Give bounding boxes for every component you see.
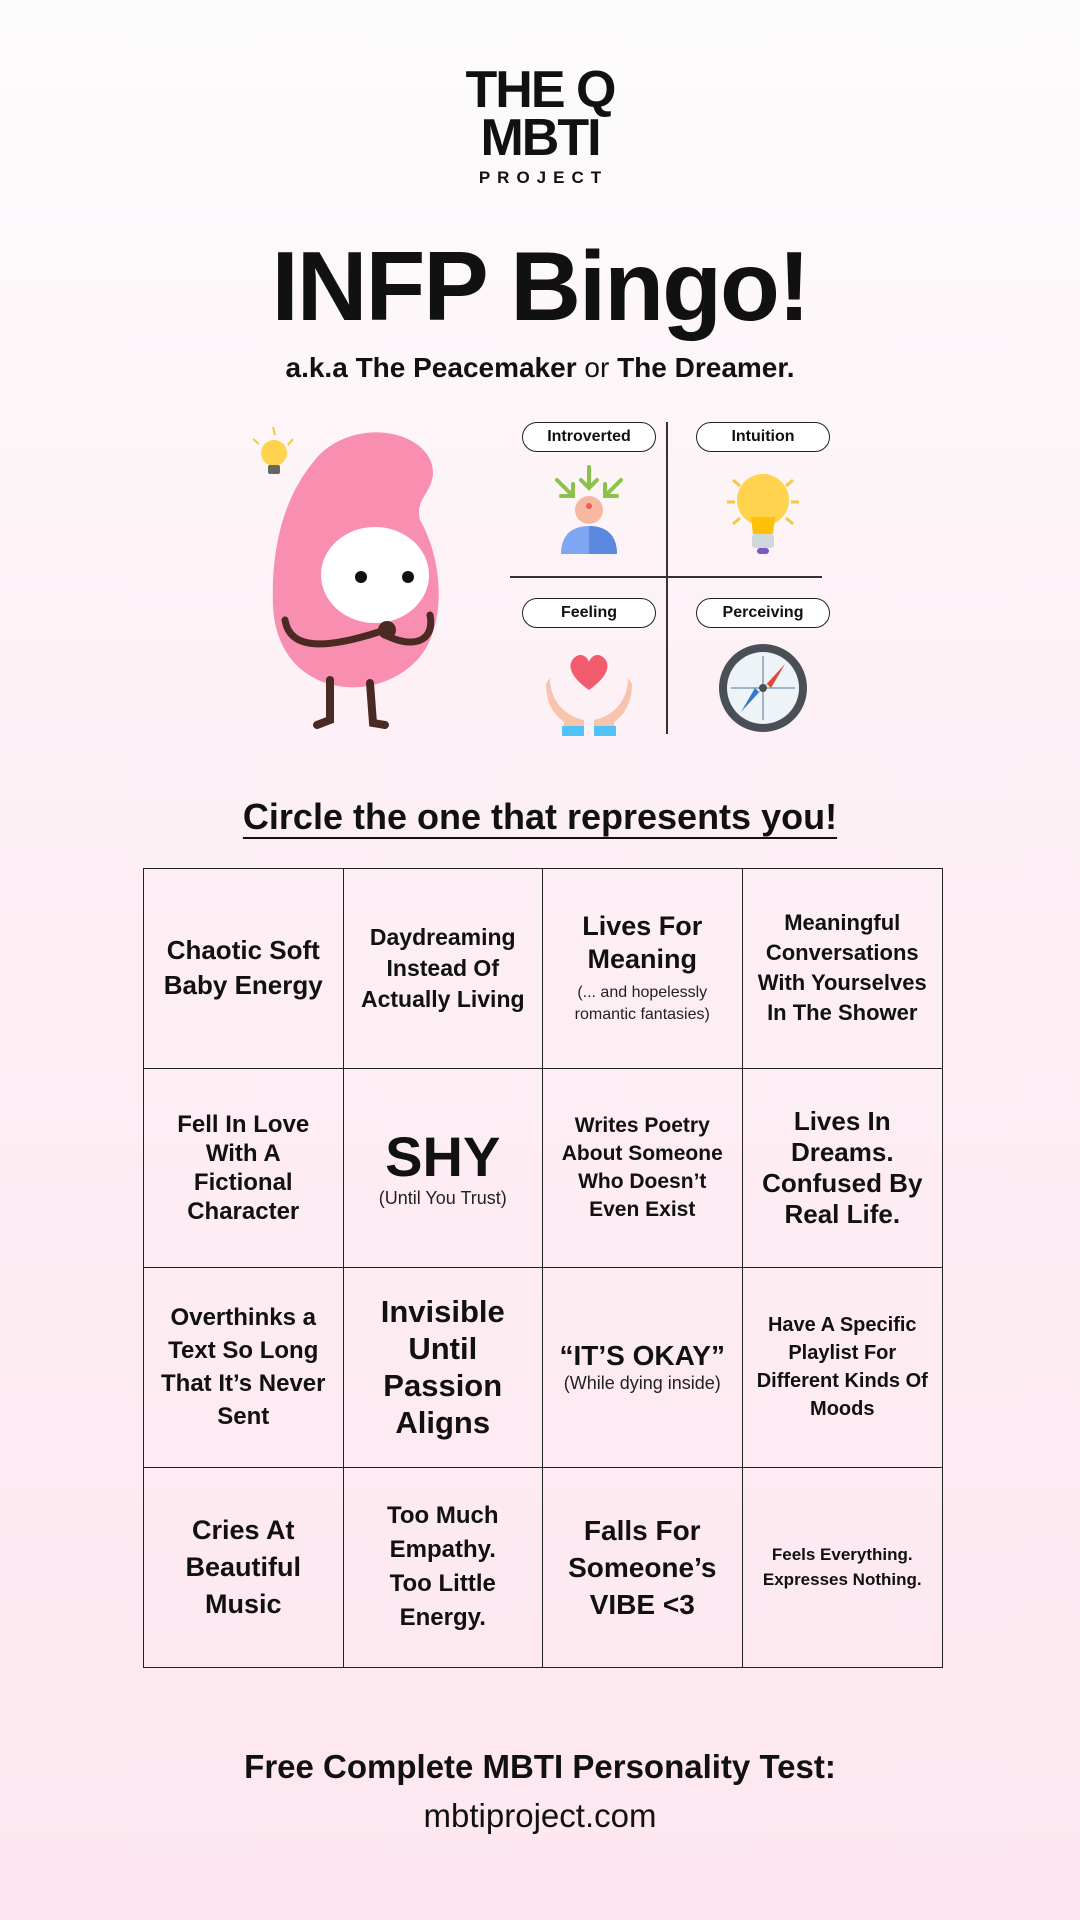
- page-subtitle: [0, 352, 1080, 384]
- bingo-cell[interactable]: [144, 869, 344, 1069]
- bingo-cell[interactable]: [543, 1268, 743, 1468]
- bingo-cell-subtext: (While dying inside): [563, 1373, 721, 1394]
- bingo-cell-text: Chaotic Soft Baby Energy: [163, 935, 323, 1001]
- bingo-cell[interactable]: [543, 869, 743, 1069]
- bingo-cell-text: Too Much Empathy. Too Little Energy.: [386, 1502, 499, 1632]
- bingo-cell-text: Lives In Dreams. Confused By Real Life.: [762, 1105, 923, 1229]
- bingo-cell-text: “IT’S OKAY”: [559, 1340, 725, 1372]
- bingo-cell[interactable]: [144, 1268, 344, 1468]
- bingo-cell[interactable]: [344, 1468, 544, 1668]
- bingo-cell-text: SHY: [385, 1124, 501, 1188]
- bingo-cell-text: Lives For Meaning: [582, 911, 703, 975]
- quadrant-divider-horizontal: [510, 576, 822, 578]
- bingo-cell[interactable]: [743, 1268, 943, 1468]
- footer-url-link[interactable]: mbtiproject.com: [423, 1797, 657, 1834]
- bingo-cell-subtext: (... and hopelessly romantic fantasies): [574, 984, 710, 1024]
- brand-logo: [0, 61, 1080, 188]
- subtitle-prefix: a.k.a: [285, 352, 348, 383]
- mascot-eye-left: [355, 571, 367, 583]
- bingo-grid: [143, 868, 943, 1668]
- subtitle-joiner: or: [584, 352, 610, 383]
- trait-label: Feeling: [522, 598, 656, 628]
- bingo-cell[interactable]: [543, 1069, 743, 1269]
- bingo-cell-text: Meaningful Conversations With Yourselves In The Shower: [757, 910, 927, 1026]
- instruction-text: Circle the one that represents you!: [242, 796, 838, 837]
- introvert-person-icon: [549, 462, 629, 562]
- bingo-cell[interactable]: [743, 869, 943, 1069]
- subtitle-name-2: The Dreamer.: [617, 352, 795, 383]
- bingo-cell[interactable]: [344, 1268, 544, 1468]
- trait-introverted: [522, 422, 656, 562]
- trait-quadrants: [510, 420, 822, 735]
- trait-label: Perceiving: [696, 598, 830, 628]
- bingo-cell[interactable]: [144, 1069, 344, 1269]
- bingo-cell-text: Fell In Love With A Fictional Character: [177, 1110, 310, 1225]
- quadrant-divider-vertical: [666, 422, 668, 734]
- page-title: INFP Bingo!: [271, 231, 809, 341]
- bingo-cell-text: Cries At Beautiful Music: [185, 1514, 301, 1619]
- trait-label: Introverted: [522, 422, 656, 452]
- bingo-cell-text: Have A Specific Playlist For Different Kinds Of Moods: [756, 1314, 928, 1421]
- bingo-cell[interactable]: [743, 1069, 943, 1269]
- trait-perceiving: [696, 598, 830, 738]
- logo-line-3: PROJECT: [478, 168, 609, 187]
- mascot-eye-right: [402, 571, 414, 583]
- bingo-cell[interactable]: [344, 869, 544, 1069]
- logo-line-2: MBTI: [480, 109, 600, 167]
- bingo-cell-text: Feels Everything. Expresses Nothing.: [762, 1545, 922, 1590]
- bingo-cell-subtext: (Until You Trust): [378, 1187, 507, 1208]
- trait-feeling: [522, 598, 656, 738]
- bingo-cell-text: Falls For Someone’s VIBE <3: [568, 1514, 717, 1620]
- lightbulb-icon: [253, 427, 293, 474]
- bingo-cell-text: Writes Poetry About Someone Who Doesn’t Even Exist: [561, 1113, 723, 1221]
- instruction-heading: [0, 796, 1080, 838]
- bingo-cell[interactable]: [144, 1468, 344, 1668]
- trait-label: Intuition: [696, 422, 830, 452]
- compass-icon: [715, 638, 811, 738]
- bingo-cell-text: Daydreaming Instead Of Actually Living: [360, 923, 525, 1012]
- bingo-cell-text: Invisible Until Passion Aligns: [380, 1294, 505, 1441]
- bingo-cell[interactable]: [743, 1468, 943, 1668]
- footer-headline: Free Complete MBTI Personality Test:: [244, 1748, 836, 1785]
- bingo-cell-text: Overthinks a Text So Long That It’s Never Sent: [161, 1304, 326, 1431]
- trait-intuition: [696, 422, 830, 562]
- bingo-cell[interactable]: [543, 1468, 743, 1668]
- subtitle-name-1: The Peacemaker: [355, 352, 577, 383]
- lightbulb-icon: [721, 462, 805, 562]
- heart-hands-icon: [544, 638, 634, 738]
- logo-line-1: THE Q: [465, 61, 615, 119]
- bingo-cell[interactable]: [344, 1069, 544, 1269]
- mascot-illustration: [245, 425, 465, 735]
